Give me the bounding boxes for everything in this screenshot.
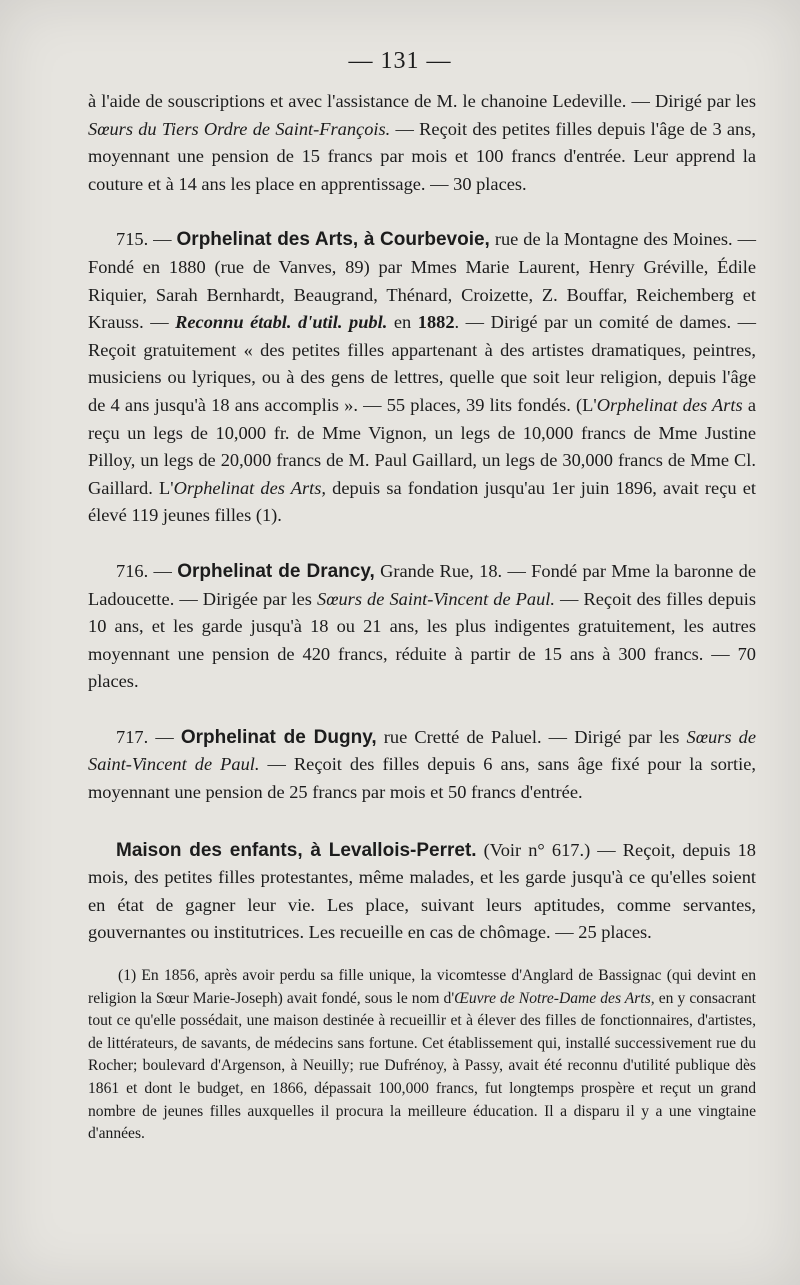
entry-717 [88,724,756,807]
entry-maison [88,837,756,947]
entry-number: 716. — [116,560,178,581]
order-name: Sœurs de Saint-Vincent de Paul. [88,726,756,775]
order-name: Sœurs du Tiers Ordre de Saint-François. [88,118,391,139]
entry-number: 717. — [116,726,181,747]
entry-716 [88,558,756,696]
text: rue de la Montagne des Moines. — Fondé en 1880 (rue de Vanves, 89) par Mmes Marie Laurent, Henry Gréville, Édile Riquier, Sarah Bernhardt, Beaugrand, Thénard, Croizette, Z. Bouffar, Reichemberg et Krauss. — [88,229,756,333]
footnote [88,965,756,1146]
year: 1882 [417,312,455,333]
text: en [387,312,418,333]
text: — Reçoit des filles depuis 10 ans, et les garde jusqu'à 18 ou 21 ans, les plus indigentes gratuitement, les autres moyennant une pension de 420 francs, réduite à partir de 15 ans à 300 francs. — 70 places. [88,588,756,692]
order-name: Sœurs de Saint-Vincent de Paul. [317,588,555,609]
text: depuis sa fondation jusqu'au 1er juin 1896, avait reçu et élevé 119 jeunes filles (1). [88,477,757,526]
page-number: — 131 — [348,48,452,74]
paragraph-continued [88,88,756,198]
entry-heading: Orphelinat des Arts, à Courbevoie, [176,229,490,251]
text: rue Cretté de Paluel. — Dirigé par les [376,726,687,747]
text: à l'aide de souscriptions et avec l'assistance de M. le chanoine Ledeville. — Dirigé par les [88,91,756,111]
text: — Reçoit des petites filles depuis l'âge de 3 ans, moyennant une pension de 15 francs par mois et 100 francs d'entrée. Leur apprend la couture et à 14 ans les place en apprentissage. — 30 places. [88,118,757,194]
entry-heading: Orphelinat de Dugny, [180,726,377,748]
text: Grande Rue, 18. — Fondé par Mme la baronne de Ladoucette. — Dirigée par les [88,560,756,609]
entry-heading: Orphelinat de Drancy, [177,560,375,582]
text: a reçu un legs de 10,000 fr. de Mme Vignon, un legs de 10,000 francs de Mme Justine Pilloy, un legs de 20,000 francs de M. Paul Gaillard, un legs de 30,000 francs de Mme Cl. Gaillard. L' [88,394,757,498]
entry-715 [88,226,756,530]
entry-heading: Maison des enfants, à Levallois-Perret. [116,839,477,861]
text: — Reçoit des filles depuis 6 ans, sans âge fixé pour la sortie, moyennant une pension de 25 francs par mois et 50 francs d'entrée. [88,754,756,803]
oeuvre-name: Œuvre de Notre-Dame des Arts, [454,989,655,1007]
text: . — Dirigé par un comité de dames. — Reçoit gratuitement « des petites filles appartenant à des artistes dramatiques, peintres, musiciens ou lyriques, ou à des gens de lettres, quelle que soit leur religion, depuis l'âge de 4 ans jusqu'à 18 ans accomplis ». — 55 places, 39 lits fondés. (L' [88,312,756,415]
text: (1) En 1856, après avoir perdu sa fille unique, la vicomtesse d'Anglard de Bassignac (qui devint en religion la Sœur Marie-Joseph) avait fondé, sous le nom d' [88,967,756,1007]
text: (Voir n° 617.) — Reçoit, depuis 18 mois, des petites filles protestantes, même malades, et les garde jusqu'à ce qu'elles soient en état de gagner leur vie. Les place, suivant leurs aptitudes, comme servantes, gouvernantes ou institutrices. Les recueille en cas de chômage. — 25 places. [88,839,756,943]
text: en y consacrant tout ce qu'elle possédait, une maison destinée à recueillir et à élever des filles de fonctionnaires, d'artistes, de littérateurs, de savants, de médecins sans fortune. Cet établissement qui, installé successivement rue du Rocher; boulevard d'Argenson, à Neuilly; rue Dufrénoy, à Passy, avait été reconnu d'utilité publique dès 1861 et dont le budget, en 1866, dépassait 100,000 francs, fut longtemps prospère et reçut un grand nombre de jeunes filles auxquelles il procura la meilleure éducation. Il a disparu il y a une vingtaine d'années. [88,989,756,1143]
entry-number: 715. — [116,229,177,250]
page-content [88,88,756,1146]
recognition: Reconnu établ. d'util. publ. [175,312,388,333]
orphanage-name: Orphelinat des Arts, [173,477,327,498]
orphanage-name: Orphelinat des Arts [596,394,743,415]
